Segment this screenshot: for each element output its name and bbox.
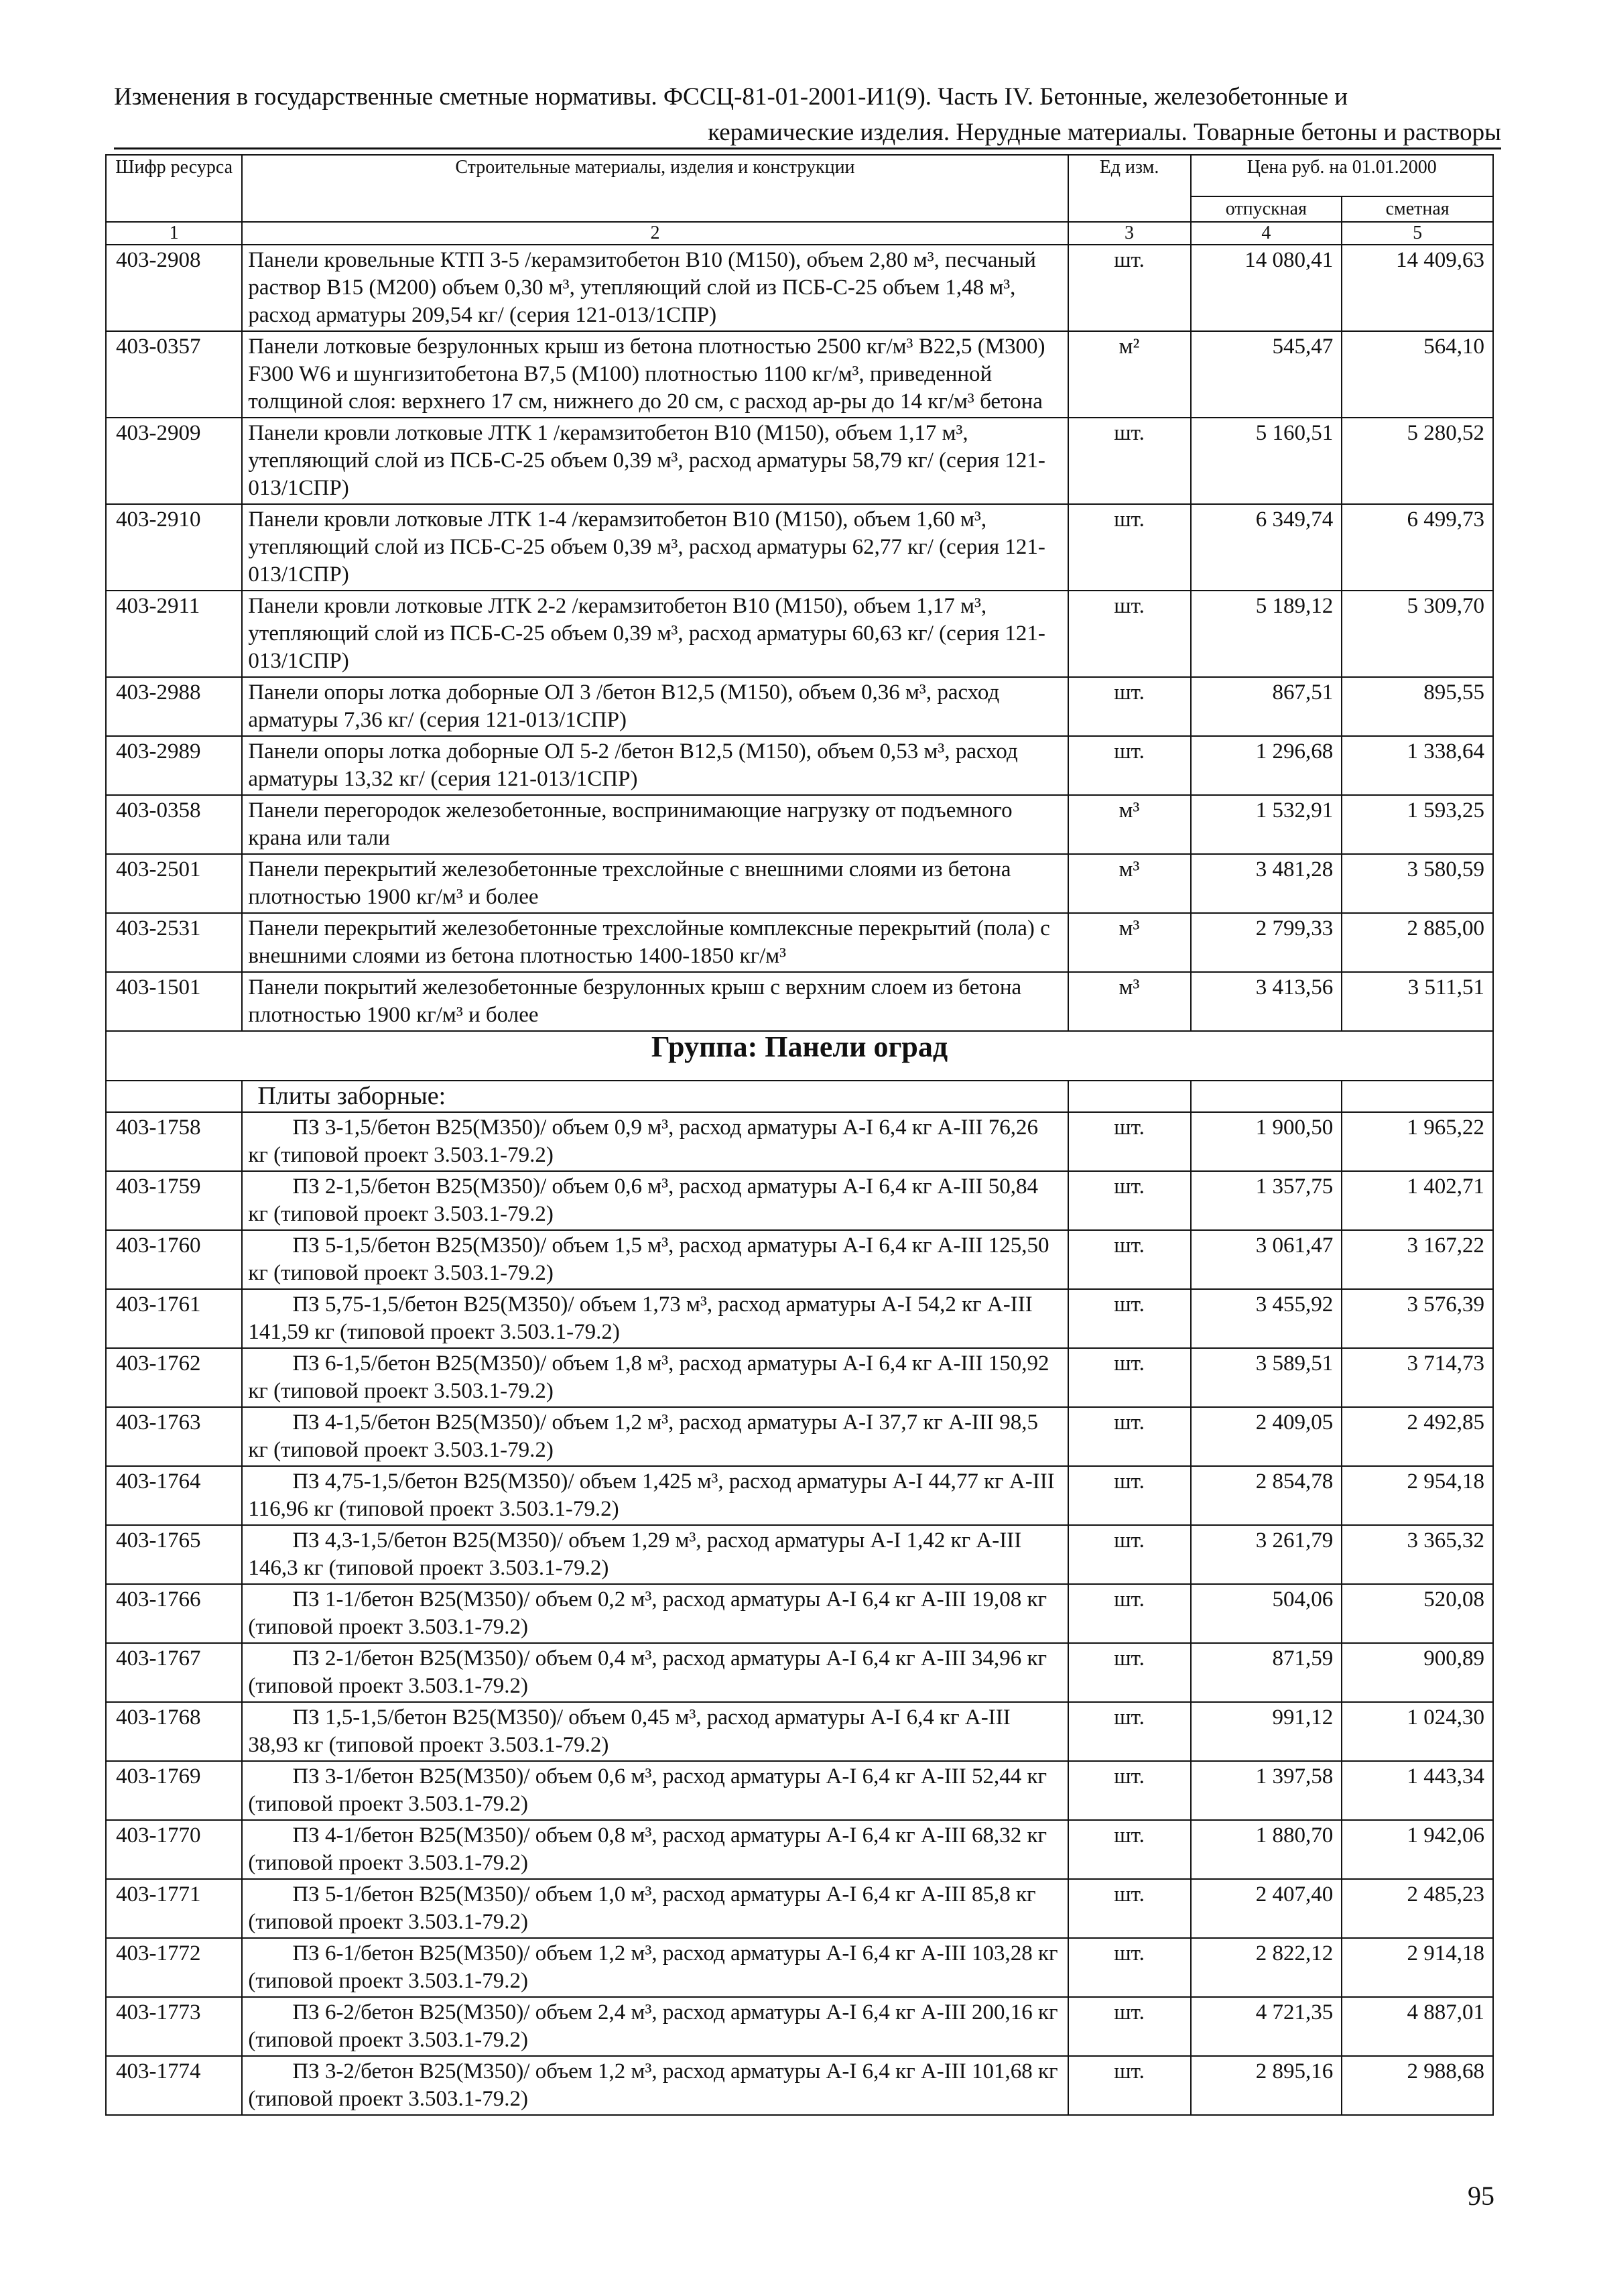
row-release-price: 6 349,74	[1191, 504, 1342, 591]
row-name: Панели опоры лотка доборные ОЛ 3 /бетон В12,5 (М150), объем 0,36 м³, расход арматуры 7,36 кг/ (серия 121-013/1СПР)	[242, 677, 1068, 736]
row-estimate-price: 1 402,71	[1342, 1171, 1493, 1230]
row-code: 403-1763	[106, 1407, 242, 1466]
row-unit: м²	[1068, 331, 1191, 418]
row-name-text: ПЗ 3-2/бетон В25(М350)/ объем 1,2 м³, расход арматуры А-I 6,4 кг А-III 101,68 кг (типовой проект 3.503.1-79.2)	[248, 2059, 1058, 2111]
row-estimate-price: 520,08	[1342, 1584, 1493, 1643]
row-unit: шт.	[1068, 1112, 1191, 1171]
row-estimate-price: 1 024,30	[1342, 1702, 1493, 1761]
row-name: Панели перекрытий железобетонные трехслойные комплексные перекрытий (пола) с внешними слоями из бетона плотностью 1400-1850 кг/м³	[242, 913, 1068, 972]
subgroup-title: Плиты заборные:	[242, 1081, 1068, 1112]
row-unit: м³	[1068, 854, 1191, 913]
table-row	[106, 1820, 1493, 1879]
table-row	[106, 331, 1493, 418]
table-row	[106, 1466, 1493, 1525]
table-row	[106, 1171, 1493, 1230]
row-code: 403-2908	[106, 245, 242, 331]
row-unit: шт.	[1068, 1997, 1191, 2056]
row-release-price: 3 061,47	[1191, 1230, 1342, 1289]
row-name	[242, 1348, 1068, 1407]
row-code: 403-1759	[106, 1171, 242, 1230]
column-number: 5	[1342, 222, 1493, 245]
row-name: Панели кровли лотковые ЛТК 1 /керамзитобетон В10 (М150), объем 1,17 м³, утепляющий слой из ПСБ-С-25 объем 0,39 м³, расход арматуры 58,79 кг/ (серия 121-013/1СПР)	[242, 418, 1068, 504]
row-name-text: ПЗ 4,75-1,5/бетон В25(М350)/ объем 1,425 м³, расход арматуры А-I 44,77 кг А-III 116,96 кг (типовой проект 3.503.1-79.2)	[248, 1469, 1055, 1521]
row-name: Панели покрытий железобетонные безрулонных крыш с верхним слоем из бетона плотностью 1900 кг/м³ и более	[242, 972, 1068, 1031]
row-name	[242, 1879, 1068, 1938]
row-release-price: 1 397,58	[1191, 1761, 1342, 1820]
row-estimate-price: 14 409,63	[1342, 245, 1493, 331]
row-code: 403-1758	[106, 1112, 242, 1171]
row-release-price: 2 895,16	[1191, 2056, 1342, 2115]
row-code: 403-2531	[106, 913, 242, 972]
row-name-text: ПЗ 2-1,5/бетон В25(М350)/ объем 0,6 м³, расход арматуры А-I 6,4 кг А-III 50,84 кг (типовой проект 3.503.1-79.2)	[248, 1174, 1038, 1226]
row-release-price: 4 721,35	[1191, 1997, 1342, 2056]
row-unit: м³	[1068, 795, 1191, 854]
row-release-price: 504,06	[1191, 1584, 1342, 1643]
row-code: 403-1765	[106, 1525, 242, 1584]
column-number: 3	[1068, 222, 1191, 245]
row-name	[242, 2056, 1068, 2115]
row-name: Панели кровельные КТП 3-5 /керамзитобетон В10 (М150), объем 2,80 м³, песчаный раствор В15 (М200) объем 0,30 м³, утепляющий слой из ПСБ-С-25 объем 1,48 м³, расход арматуры 209,54 кг/ (серия 121-013/1СПР)	[242, 245, 1068, 331]
row-estimate-price: 2 914,18	[1342, 1938, 1493, 1997]
table-row	[106, 1879, 1493, 1938]
table-row	[106, 1230, 1493, 1289]
row-estimate-price: 3 365,32	[1342, 1525, 1493, 1584]
table-row	[106, 736, 1493, 795]
row-unit: шт.	[1068, 1171, 1191, 1230]
row-estimate-price: 2 885,00	[1342, 913, 1493, 972]
row-release-price: 991,12	[1191, 1702, 1342, 1761]
header-code: Шифр ресурса	[106, 155, 242, 222]
row-release-price: 3 413,56	[1191, 972, 1342, 1031]
table-row	[106, 2056, 1493, 2115]
row-release-price: 1 532,91	[1191, 795, 1342, 854]
row-code: 403-1766	[106, 1584, 242, 1643]
row-unit: шт.	[1068, 1407, 1191, 1466]
table-row	[106, 591, 1493, 677]
row-name-text: ПЗ 1,5-1,5/бетон В25(М350)/ объем 0,45 м³, расход арматуры А-I 6,4 кг А-III 38,93 кг (типовой проект 3.503.1-79.2)	[248, 1705, 1011, 1757]
row-name-text: ПЗ 5-1,5/бетон В25(М350)/ объем 1,5 м³, расход арматуры А-I 6,4 кг А-III 125,50 кг (типовой проект 3.503.1-79.2)	[248, 1233, 1049, 1285]
row-unit: шт.	[1068, 736, 1191, 795]
page-header	[114, 79, 1501, 150]
subgroup-release-cell	[1191, 1081, 1342, 1112]
row-name	[242, 1761, 1068, 1820]
row-estimate-price: 2 988,68	[1342, 2056, 1493, 2115]
row-code: 403-2989	[106, 736, 242, 795]
table-row	[106, 1938, 1493, 1997]
header-line-1: Изменения в государственные сметные нормативы. ФССЦ-81-01-2001-И1(9). Часть IV. Бетонные, железобетонные и	[114, 83, 1348, 111]
row-release-price: 2 822,12	[1191, 1938, 1342, 1997]
row-code: 403-1771	[106, 1879, 242, 1938]
row-release-price: 2 409,05	[1191, 1407, 1342, 1466]
row-name	[242, 1466, 1068, 1525]
table-row	[106, 1997, 1493, 2056]
header-line-2: керамические изделия. Нерудные материалы. Товарные бетоны и растворы	[708, 119, 1501, 146]
row-code: 403-1768	[106, 1702, 242, 1761]
fence-plate-rows	[106, 1112, 1493, 2115]
row-unit: шт.	[1068, 1643, 1191, 1702]
row-release-price: 1 880,70	[1191, 1820, 1342, 1879]
row-unit: шт.	[1068, 418, 1191, 504]
row-estimate-price: 4 887,01	[1342, 1997, 1493, 2056]
row-estimate-price: 1 965,22	[1342, 1112, 1493, 1171]
row-release-price: 1 357,75	[1191, 1171, 1342, 1230]
row-name-text: ПЗ 4-1/бетон В25(М350)/ объем 0,8 м³, расход арматуры А-I 6,4 кг А-III 68,32 кг (типовой проект 3.503.1-79.2)	[248, 1823, 1047, 1875]
row-unit: шт.	[1068, 245, 1191, 331]
row-unit: шт.	[1068, 1761, 1191, 1820]
row-estimate-price: 1 443,34	[1342, 1761, 1493, 1820]
table-row	[106, 245, 1493, 331]
table-row	[106, 504, 1493, 591]
row-code: 403-2909	[106, 418, 242, 504]
table-row	[106, 854, 1493, 913]
row-name-text: ПЗ 3-1,5/бетон В25(М350)/ объем 0,9 м³, расход арматуры А-I 6,4 кг А-III 76,26 кг (типовой проект 3.503.1-79.2)	[248, 1115, 1038, 1167]
table-row	[106, 1112, 1493, 1171]
column-number: 4	[1191, 222, 1342, 245]
row-name	[242, 1525, 1068, 1584]
row-estimate-price: 3 511,51	[1342, 972, 1493, 1031]
row-unit: шт.	[1068, 1289, 1191, 1348]
row-release-price: 2 854,78	[1191, 1466, 1342, 1525]
row-release-price: 14 080,41	[1191, 245, 1342, 331]
row-code: 403-1501	[106, 972, 242, 1031]
row-name-text: ПЗ 6-1/бетон В25(М350)/ объем 1,2 м³, расход арматуры А-I 6,4 кг А-III 103,28 кг (типовой проект 3.503.1-79.2)	[248, 1941, 1058, 1993]
row-estimate-price: 2 485,23	[1342, 1879, 1493, 1938]
row-unit: шт.	[1068, 677, 1191, 736]
row-estimate-price: 3 167,22	[1342, 1230, 1493, 1289]
column-number: 1	[106, 222, 242, 245]
row-name	[242, 1938, 1068, 1997]
row-code: 403-2910	[106, 504, 242, 591]
row-name: Панели перекрытий железобетонные трехслойные с внешними слоями из бетона плотностью 1900 кг/м³ и более	[242, 854, 1068, 913]
row-estimate-price: 5 280,52	[1342, 418, 1493, 504]
row-name	[242, 1230, 1068, 1289]
row-estimate-price: 1 338,64	[1342, 736, 1493, 795]
row-name: Панели опоры лотка доборные ОЛ 5-2 /бетон В12,5 (М150), объем 0,53 м³, расход арматуры 13,32 кг/ (серия 121-013/1СПР)	[242, 736, 1068, 795]
panel-rows	[106, 245, 1493, 1031]
row-name: Панели перегородок железобетонные, воспринимающие нагрузку от подъемного крана или тали	[242, 795, 1068, 854]
row-code: 403-1769	[106, 1761, 242, 1820]
table-row	[106, 1643, 1493, 1702]
price-table	[105, 154, 1494, 2116]
row-release-price: 3 261,79	[1191, 1525, 1342, 1584]
row-name-text: ПЗ 5-1/бетон В25(М350)/ объем 1,0 м³, расход арматуры А-I 6,4 кг А-III 85,8 кг (типовой проект 3.503.1-79.2)	[248, 1882, 1036, 1934]
table-row	[106, 1761, 1493, 1820]
row-estimate-price: 3 576,39	[1342, 1289, 1493, 1348]
column-numbers-row	[106, 222, 1493, 245]
table-row	[106, 1525, 1493, 1584]
row-estimate-price: 2 954,18	[1342, 1466, 1493, 1525]
row-unit: шт.	[1068, 1938, 1191, 1997]
subgroup-estimate-cell	[1342, 1081, 1493, 1112]
row-name	[242, 1997, 1068, 2056]
row-code: 403-0357	[106, 331, 242, 418]
row-unit: шт.	[1068, 2056, 1191, 2115]
row-estimate-price: 5 309,70	[1342, 591, 1493, 677]
row-name: Панели лотковые безрулонных крыш из бетона плотностью 2500 кг/м³ В22,5 (М300) F300 W6 и шунгизитобетона В7,5 (М100) плотностью 1100 кг/м³, приведенной толщиной слоя: верхнего 17 см, нижнего до 20 см, с расход ар-ры до 14 кг/м³ бетона	[242, 331, 1068, 418]
table-row	[106, 1289, 1493, 1348]
table-row	[106, 1407, 1493, 1466]
table-row	[106, 1584, 1493, 1643]
row-code: 403-0358	[106, 795, 242, 854]
table-row	[106, 913, 1493, 972]
row-name: Панели кровли лотковые ЛТК 2-2 /керамзитобетон В10 (М150), объем 1,17 м³, утепляющий слой из ПСБ-С-25 объем 0,39 м³, расход арматуры 60,63 кг/ (серия 121-013/1СПР)	[242, 591, 1068, 677]
row-estimate-price: 2 492,85	[1342, 1407, 1493, 1466]
table-row	[106, 972, 1493, 1031]
row-estimate-price: 3 714,73	[1342, 1348, 1493, 1407]
row-code: 403-1767	[106, 1643, 242, 1702]
row-unit: шт.	[1068, 1702, 1191, 1761]
row-release-price: 1 900,50	[1191, 1112, 1342, 1171]
header-unit: Ед изм.	[1068, 155, 1191, 222]
column-number: 2	[242, 222, 1068, 245]
row-release-price: 3 589,51	[1191, 1348, 1342, 1407]
row-code: 403-1774	[106, 2056, 242, 2115]
row-release-price: 867,51	[1191, 677, 1342, 736]
row-code: 403-1762	[106, 1348, 242, 1407]
row-code: 403-1760	[106, 1230, 242, 1289]
row-unit: шт.	[1068, 1584, 1191, 1643]
row-code: 403-2911	[106, 591, 242, 677]
row-name	[242, 1289, 1068, 1348]
row-unit: м³	[1068, 972, 1191, 1031]
row-unit: шт.	[1068, 591, 1191, 677]
row-name-text: ПЗ 6-2/бетон В25(М350)/ объем 2,4 м³, расход арматуры А-I 6,4 кг А-III 200,16 кг (типовой проект 3.503.1-79.2)	[248, 2000, 1058, 2052]
row-unit: шт.	[1068, 1879, 1191, 1938]
row-estimate-price: 3 580,59	[1342, 854, 1493, 913]
row-unit: шт.	[1068, 1348, 1191, 1407]
row-code: 403-2501	[106, 854, 242, 913]
row-code: 403-1772	[106, 1938, 242, 1997]
table-row	[106, 1702, 1493, 1761]
row-release-price: 5 189,12	[1191, 591, 1342, 677]
row-unit: шт.	[1068, 1525, 1191, 1584]
row-name	[242, 1171, 1068, 1230]
row-release-price: 871,59	[1191, 1643, 1342, 1702]
header-rule	[114, 147, 1501, 149]
row-estimate-price: 1 593,25	[1342, 795, 1493, 854]
row-estimate-price: 564,10	[1342, 331, 1493, 418]
row-release-price: 3 481,28	[1191, 854, 1342, 913]
row-name	[242, 1584, 1068, 1643]
row-release-price: 545,47	[1191, 331, 1342, 418]
table-row	[106, 1348, 1493, 1407]
row-name: Панели кровли лотковые ЛТК 1-4 /керамзитобетон В10 (М150), объем 1,60 м³, утепляющий слой из ПСБ-С-25 объем 0,39 м³, расход арматуры 62,77 кг/ (серия 121-013/1СПР)	[242, 504, 1068, 591]
row-estimate-price: 895,55	[1342, 677, 1493, 736]
row-code: 403-1761	[106, 1289, 242, 1348]
group-title: Группа: Панели оград	[106, 1031, 1493, 1081]
row-unit: шт.	[1068, 1820, 1191, 1879]
row-code: 403-1764	[106, 1466, 242, 1525]
row-release-price: 2 407,40	[1191, 1879, 1342, 1938]
row-name	[242, 1820, 1068, 1879]
row-name-text: ПЗ 6-1,5/бетон В25(М350)/ объем 1,8 м³, расход арматуры А-I 6,4 кг А-III 150,92 кг (типовой проект 3.503.1-79.2)	[248, 1351, 1049, 1403]
row-name	[242, 1643, 1068, 1702]
row-name-text: ПЗ 5,75-1,5/бетон В25(М350)/ объем 1,73 м³, расход арматуры А-I 54,2 кг А-III 141,59 кг (типовой проект 3.503.1-79.2)	[248, 1292, 1033, 1344]
header-estimate: сметная	[1342, 196, 1493, 222]
row-name-text: ПЗ 3-1/бетон В25(М350)/ объем 0,6 м³, расход арматуры А-I 6,4 кг А-III 52,44 кг (типовой проект 3.503.1-79.2)	[248, 1764, 1047, 1816]
table-row	[106, 795, 1493, 854]
group-section	[106, 1031, 1493, 1112]
header-price-group: Цена руб. на 01.01.2000	[1191, 155, 1493, 196]
row-code: 403-1773	[106, 1997, 242, 2056]
row-release-price: 5 160,51	[1191, 418, 1342, 504]
subgroup-unit-cell	[1068, 1081, 1191, 1112]
row-unit: шт.	[1068, 1466, 1191, 1525]
table-row	[106, 418, 1493, 504]
row-estimate-price: 6 499,73	[1342, 504, 1493, 591]
row-name-text: ПЗ 2-1/бетон В25(М350)/ объем 0,4 м³, расход арматуры А-I 6,4 кг А-III 34,96 кг (типовой проект 3.503.1-79.2)	[248, 1646, 1047, 1698]
row-code: 403-2988	[106, 677, 242, 736]
table-row	[106, 677, 1493, 736]
row-name	[242, 1112, 1068, 1171]
row-name	[242, 1407, 1068, 1466]
row-unit: шт.	[1068, 504, 1191, 591]
header-name: Строительные материалы, изделия и конструкции	[242, 155, 1068, 222]
row-release-price: 2 799,33	[1191, 913, 1342, 972]
row-code: 403-1770	[106, 1820, 242, 1879]
row-unit: м³	[1068, 913, 1191, 972]
subgroup-code-cell	[106, 1081, 242, 1112]
row-name-text: ПЗ 4,3-1,5/бетон В25(М350)/ объем 1,29 м³, расход арматуры А-I 1,42 кг А-III 146,3 кг (типовой проект 3.503.1-79.2)	[248, 1528, 1022, 1580]
row-name-text: ПЗ 1-1/бетон В25(М350)/ объем 0,2 м³, расход арматуры А-I 6,4 кг А-III 19,08 кг (типовой проект 3.503.1-79.2)	[248, 1587, 1047, 1639]
row-estimate-price: 900,89	[1342, 1643, 1493, 1702]
row-unit: шт.	[1068, 1230, 1191, 1289]
page-number: 95	[1468, 2181, 1494, 2211]
row-name	[242, 1702, 1068, 1761]
row-estimate-price: 1 942,06	[1342, 1820, 1493, 1879]
header-release: отпускная	[1191, 196, 1342, 222]
row-release-price: 1 296,68	[1191, 736, 1342, 795]
row-release-price: 3 455,92	[1191, 1289, 1342, 1348]
row-name-text: ПЗ 4-1,5/бетон В25(М350)/ объем 1,2 м³, расход арматуры А-I 37,7 кг А-III 98,5 кг (типовой проект 3.503.1-79.2)	[248, 1410, 1038, 1462]
